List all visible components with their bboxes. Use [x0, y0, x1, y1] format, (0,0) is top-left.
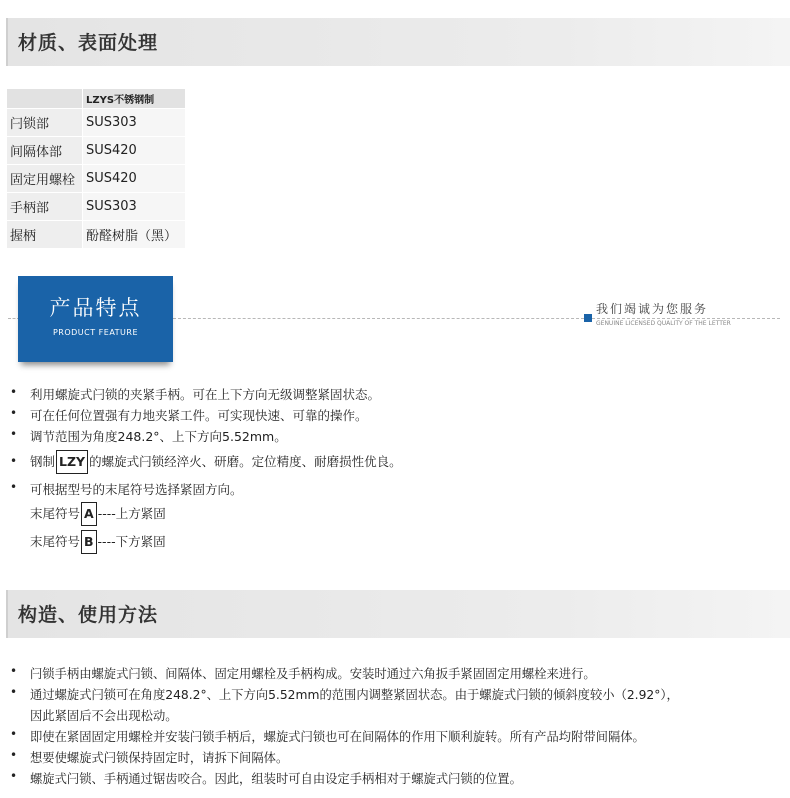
- list-item: [10, 748, 679, 769]
- part-label: 闩锁部: [7, 109, 83, 137]
- usage-text: 因此紧固后不会出现松动。: [30, 709, 178, 723]
- feature-text: 可在任何位置强有力地夹紧工件。可实现快速、可靠的操作。: [30, 408, 368, 423]
- square-marker-icon: [584, 314, 592, 322]
- table-header-blank: [7, 89, 83, 109]
- material-value: SUS303: [83, 109, 186, 137]
- table-row: [7, 221, 186, 249]
- usage-text: 螺旋式闩锁、手柄通过锯齿咬合。因此，组装时可自由设定手柄相对于螺旋式闩锁的位置。: [30, 772, 522, 786]
- section-title: 材质、表面处理: [18, 32, 159, 54]
- suffix-option-b: [30, 530, 166, 554]
- feature-title-cn: 产品特点: [49, 296, 142, 320]
- feature-title-en: PRODUCT FEATURE: [52, 328, 139, 337]
- feature-text: 可根据型号的末尾符号选择紧固方向。: [30, 482, 243, 497]
- suffix-option-a: [30, 502, 166, 526]
- part-label: 握柄: [7, 221, 83, 249]
- divider-middle: [173, 318, 584, 319]
- section-header-usage: [6, 590, 790, 638]
- material-value: SUS420: [83, 165, 186, 193]
- usage-list: [10, 664, 679, 790]
- feature-text: 利用螺旋式闩锁的夹紧手柄。可在上下方向无级调整紧固状态。: [30, 387, 381, 402]
- feature-list: [10, 385, 402, 501]
- part-label: 手柄部: [7, 193, 83, 221]
- list-item: [10, 769, 679, 790]
- usage-text: 想要使螺旋式闩锁保持固定时，请拆下间隔体。: [30, 751, 289, 765]
- slogan-en: GENUINE LICENSED QUALITY OF THE LETTER: [596, 320, 731, 327]
- part-label: 固定用螺栓: [7, 165, 83, 193]
- list-item: [10, 450, 402, 476]
- table-row: [7, 109, 186, 137]
- materials-table: [6, 88, 186, 249]
- material-value: SUS303: [83, 193, 186, 221]
- list-item-continuation: [10, 706, 679, 727]
- divider-right: [592, 318, 780, 319]
- material-value: 酚醛树脂（黑）: [83, 221, 186, 249]
- part-label: 间隔体部: [7, 137, 83, 165]
- code-box: B: [81, 530, 97, 554]
- feature-text: 的螺旋式闩锁经淬火、研磨。定位精度、耐磨损性优良。: [89, 454, 402, 469]
- code-box: A: [81, 502, 97, 526]
- list-item: [10, 664, 679, 685]
- suffix-prefix: 末尾符号: [30, 506, 81, 521]
- table-column-header: LZYS不锈钢制: [83, 89, 186, 109]
- suffix-desc: ----下方紧固: [97, 534, 166, 549]
- list-item: [10, 480, 402, 501]
- usage-text: 即使在紧固固定用螺栓并安装闩锁手柄后，螺旋式闩锁也可在间隔体的作用下顺利旋转。所有产品均附带间隔体。: [30, 730, 645, 744]
- section-title: 构造、使用方法: [18, 604, 159, 626]
- code-box: LZY: [56, 450, 88, 474]
- table-header-row: [7, 89, 186, 109]
- suffix-desc: ----上方紧固: [97, 506, 166, 521]
- list-item: [10, 727, 679, 748]
- usage-text: 通过螺旋式闩锁可在角度248.2°、上下方向5.52mm的范围内调整紧固状态。由于螺旋式闩锁的倾斜度较小（2.92°），: [30, 688, 679, 702]
- product-feature-badge: [18, 276, 173, 362]
- slogan-cn: 我们竭诚为您服务: [596, 302, 709, 316]
- usage-text: 闩锁手柄由螺旋式闩锁、间隔体、固定用螺栓及手柄构成。安装时通过六角扳手紧固固定用螺栓来进行。: [30, 667, 596, 681]
- table-row: [7, 193, 186, 221]
- table-row: [7, 165, 186, 193]
- list-item: [10, 406, 402, 427]
- suffix-prefix: 末尾符号: [30, 534, 81, 549]
- table-row: [7, 137, 186, 165]
- feature-text: 钢制: [30, 454, 56, 469]
- material-value: SUS420: [83, 137, 186, 165]
- list-item: [10, 685, 679, 706]
- list-item: [10, 385, 402, 406]
- section-header-materials: [6, 18, 790, 66]
- feature-text: 调节范围为角度248.2°、上下方向5.52mm。: [30, 429, 287, 444]
